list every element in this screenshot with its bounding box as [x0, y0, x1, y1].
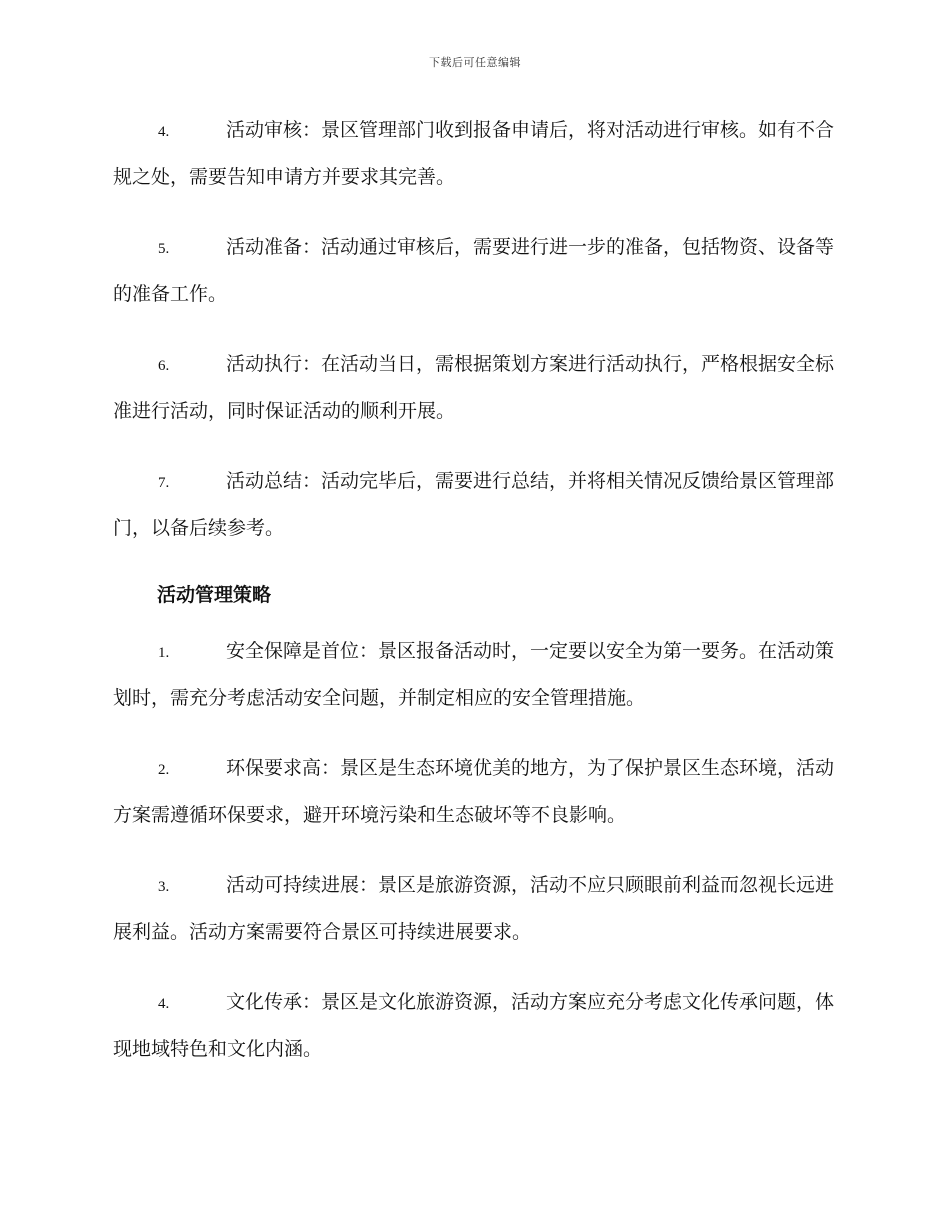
list-item — [113, 225, 837, 317]
list-item-text: 文化传承：景区是文化旅游资源，活动方案应充分考虑文化传承问题，体现地域特色和文化内涵。 — [113, 991, 835, 1060]
list-item — [113, 863, 837, 955]
list-item-number: 4. — [158, 996, 170, 1012]
list-item-number: 4. — [158, 124, 170, 140]
document-body — [113, 108, 837, 1097]
section-heading: 活动管理策略 — [157, 584, 272, 606]
list-item-number: 5. — [158, 241, 170, 257]
page-header: 下载后可任意编辑 — [429, 56, 521, 69]
list-item-text: 活动可持续进展：景区是旅游资源，活动不应只顾眼前利益而忽视长远进展利益。活动方案需要符合景区可持续进展要求。 — [113, 874, 835, 943]
list-item — [113, 746, 837, 838]
list-item-text: 活动准备：活动通过审核后，需要进行进一步的准备，包括物资、设备等的准备工作。 — [113, 236, 835, 305]
list-item — [113, 980, 837, 1072]
list-item — [113, 459, 837, 551]
list-item-number: 3. — [158, 879, 170, 895]
list-item-number: 1. — [158, 645, 170, 661]
list-item-number: 6. — [158, 358, 170, 374]
list-item — [113, 108, 837, 200]
list-item-text: 环保要求高：景区是生态环境优美的地方，为了保护景区生态环境，活动方案需遵循环保要求，避开环境污染和生态破坏等不良影响。 — [113, 757, 835, 826]
list-item-text: 活动执行：在活动当日，需根据策划方案进行活动执行，严格根据安全标准进行活动，同时保证活动的顺利开展。 — [113, 353, 835, 422]
list-item-text: 安全保障是首位：景区报备活动时，一定要以安全为第一要务。在活动策划时，需充分考虑活动安全问题，并制定相应的安全管理措施。 — [113, 640, 835, 709]
list-item-number: 7. — [158, 475, 170, 491]
list-item — [113, 342, 837, 434]
list-item-text: 活动审核：景区管理部门收到报备申请后，将对活动进行审核。如有不合规之处，需要告知申请方并要求其完善。 — [113, 119, 835, 188]
list-item-number: 2. — [158, 762, 170, 778]
list-item — [113, 629, 837, 721]
list-item-text: 活动总结：活动完毕后，需要进行总结，并将相关情况反馈给景区管理部门，以备后续参考。 — [113, 470, 835, 539]
